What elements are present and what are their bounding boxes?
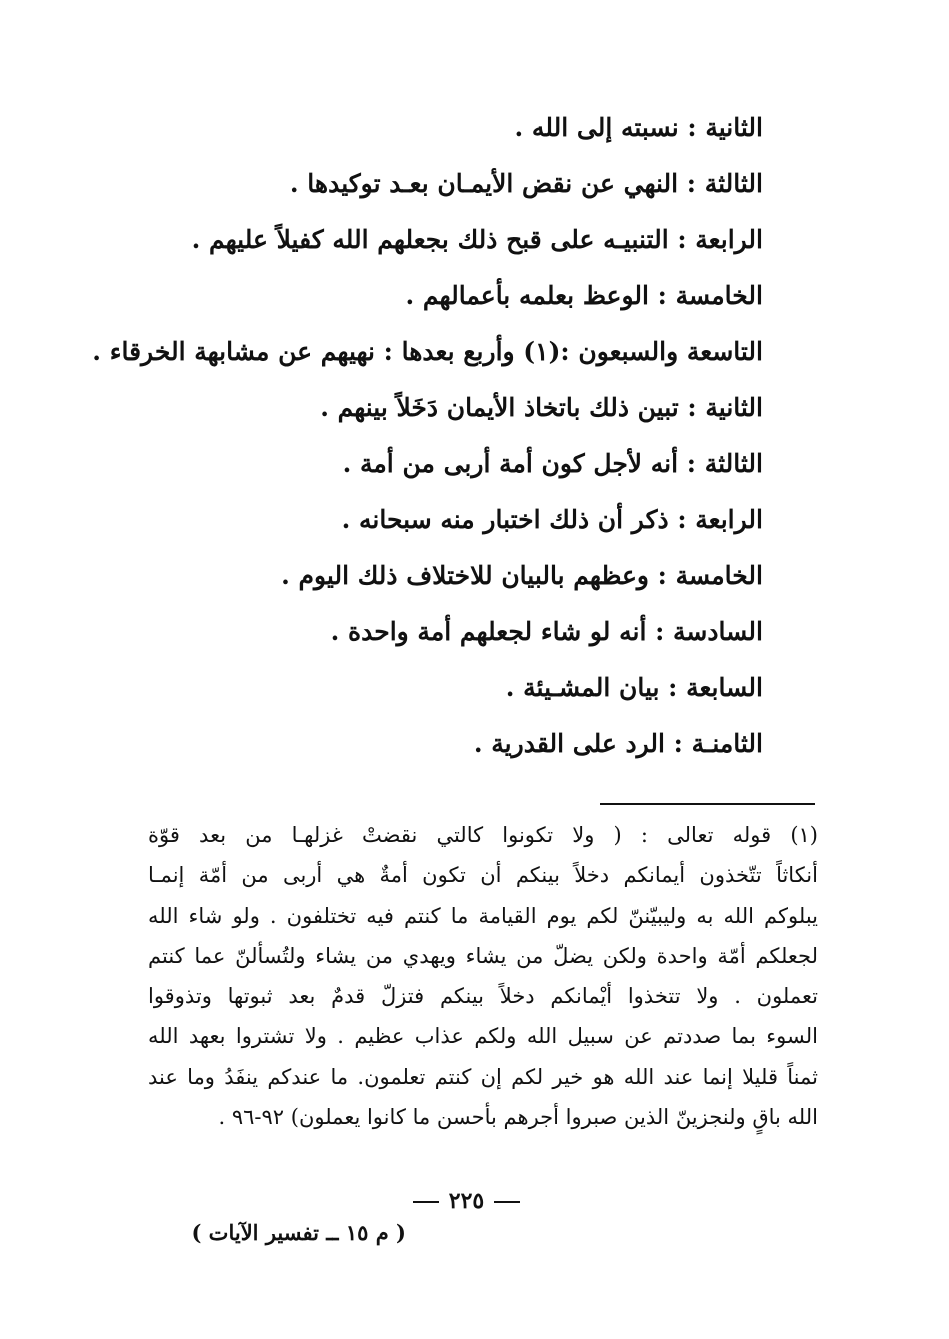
main-line: الرابعة : ذكر أن ذلك اختبار منه سبحانه . bbox=[341, 505, 763, 534]
printer-signature: ( م ١٥ ــ تفسير الآيات ) bbox=[191, 1220, 406, 1245]
main-line: التاسعة والسبعون :(١) وأربع بعدها : نهيهم عن مشابهة الخرقاء . bbox=[92, 337, 763, 366]
page-number-value: ٢٢٥ bbox=[448, 1188, 485, 1214]
main-text bbox=[92, 100, 763, 772]
footnote-line: الله باقٍ ولنجزينّ الذين صبروا أجرهم بأحسن ما كانوا يعملون) ٩٢-٩٦ . bbox=[218, 1105, 818, 1130]
main-line: الرابعة : التنبيـه على قبح ذلك بجعلهم الله كفيلاً عليهم . bbox=[191, 225, 763, 254]
footnote bbox=[148, 815, 818, 1137]
dash-right bbox=[413, 1201, 439, 1203]
footnote-line: (١) قوله تعالى : ( ولا تكونوا كالتي نقضتْ غزلهـا من بعد قوّة bbox=[148, 823, 818, 847]
footnote-line: ثمناً قليلا إنما عند الله هو خير لكم إن كنتم تعلمون. ما عندكم ينفَدُ وما عند bbox=[148, 1064, 818, 1089]
main-line: السادسة : أنه لو شاء لجعلهم أمة واحدة . bbox=[330, 617, 763, 646]
page-number bbox=[0, 1188, 941, 1214]
footnote-line: تعملون . ولا تتخذوا أيْمانكم دخلاً بينكم فتزلّ قدمٌ بعد ثبوتها وتذوقوا bbox=[148, 984, 818, 1009]
footnote-line: لجعلكم أمّة واحدة ولكن يضلّ من يشاء ويهدي من يشاء ولتُسألنّ عما كنتم bbox=[148, 943, 818, 968]
main-line: الثانية : تبين ذلك باتخاذ الأيمان دَخَلاً بينهم . bbox=[320, 393, 763, 422]
dash-left bbox=[494, 1201, 520, 1203]
main-line: الخامسة : وعظهم بالبيان للاختلاف ذلك اليوم . bbox=[281, 561, 763, 590]
main-line: الثانية : نسبته إلى الله . bbox=[514, 113, 763, 142]
main-line: الثالثة : أنه لأجل كون أمة أربى من أمة . bbox=[342, 449, 763, 478]
main-line: الخامسة : الوعظ بعلمه بأعمالهم . bbox=[405, 281, 763, 310]
main-line: الثالثة : النهي عن نقض الأيمـان بعـد توكيدها . bbox=[289, 169, 763, 198]
footnote-line: أنكاثاً تتّخذون أيمانكم دخلاً بينكم أن تكون أمةٌ هي أربى من أمّة إنمـا bbox=[148, 863, 818, 888]
main-line: السابعة : بيان المشـيئة . bbox=[505, 673, 763, 702]
main-line: الثامنـة : الرد على القدرية . bbox=[473, 729, 763, 758]
footnote-divider bbox=[600, 803, 815, 805]
footnote-line: يبلوكم الله به وليبيّننّ لكم يوم القيامة ما كنتم فيه تختلفون . ولو شاء الله bbox=[148, 903, 818, 928]
footnote-line: السوء بما صددتم عن سبيل الله ولكم عذاب عظيم . ولا تشتروا بعهد الله bbox=[148, 1024, 818, 1049]
